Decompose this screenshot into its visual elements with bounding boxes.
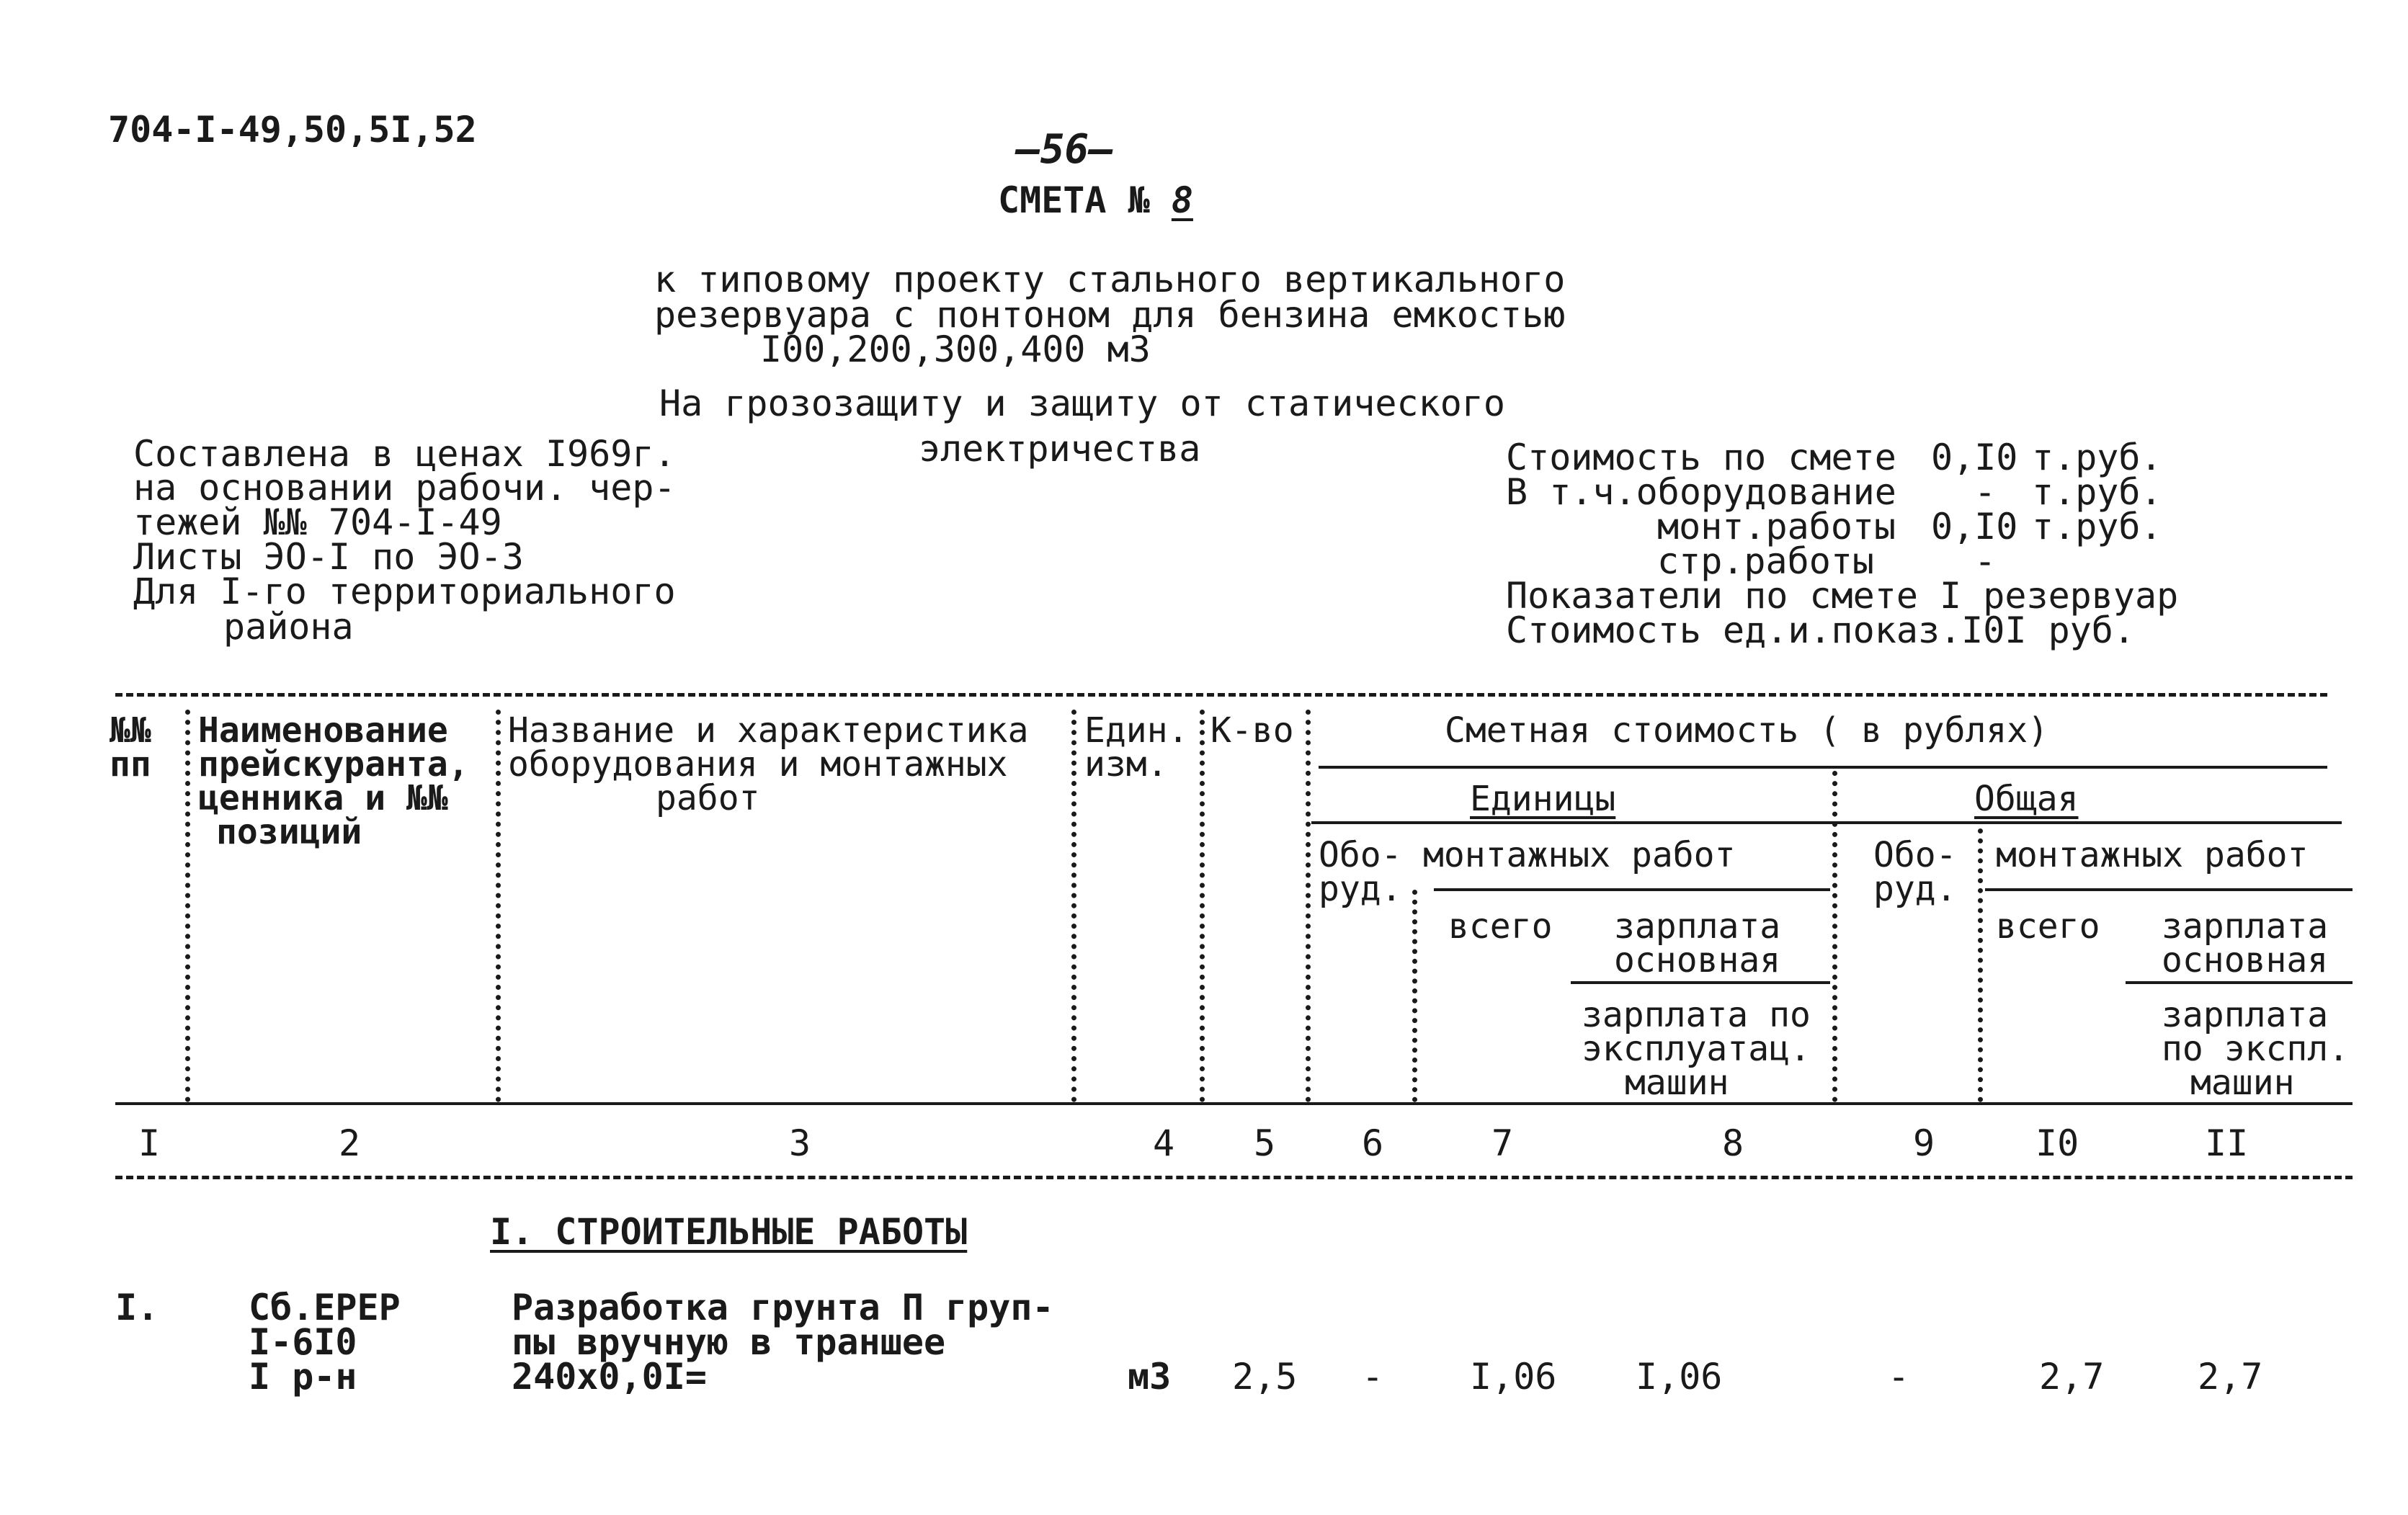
- row-price-ref: I р-н: [249, 1356, 357, 1398]
- col-separator: [1306, 710, 1311, 1102]
- row-mont-total-salary: 2,7: [2198, 1356, 2263, 1398]
- mont-total-rule: [1985, 888, 2353, 891]
- indicators: Показатели по смете I резервуар: [1506, 575, 2179, 617]
- header-col1-line: №№: [110, 710, 151, 751]
- row-qty: 2,5: [1232, 1356, 1298, 1398]
- col-separator: [1832, 771, 1837, 1102]
- page-number: —56—: [1016, 126, 1113, 173]
- subtitle-line-1: к типовому проекту стального вертикального: [654, 259, 1566, 300]
- col-separator: [1978, 828, 1983, 1102]
- column-number: I: [138, 1122, 161, 1164]
- sub-group-rule: [1311, 821, 2342, 824]
- subtitle-line-2: резервуара с понтоном для бензина емкостью: [654, 294, 1566, 336]
- header-col3-line: Название и характеристика: [508, 710, 1029, 751]
- header-all-unit: всего: [1448, 906, 1553, 947]
- salary-unit-rule: [1571, 981, 1830, 984]
- estimate-title: СМЕТА № 8: [998, 182, 1236, 218]
- header-col4-line: изм.: [1084, 744, 1168, 785]
- left-info-line: Листы ЭО-I по ЭО-3: [133, 536, 524, 578]
- header-col4-line: Един.: [1084, 710, 1189, 751]
- header-salary-machines-unit: эксплуатац.: [1582, 1029, 1811, 1069]
- col-separator: [1200, 710, 1205, 1102]
- row-price-ref: Сб.ЕРЕР: [249, 1287, 401, 1328]
- subtitle-line-3: I00,200,300,400 м3: [760, 329, 1151, 370]
- purpose-line-2: электричества: [919, 428, 1201, 470]
- row-name: Разработка грунта П груп-: [512, 1287, 1054, 1328]
- salary-total-rule: [2126, 981, 2353, 984]
- equip-unit: т.руб.: [2032, 471, 2162, 513]
- column-number: 8: [1722, 1122, 1744, 1164]
- column-number: 4: [1153, 1122, 1175, 1164]
- column-number: 2: [339, 1122, 361, 1164]
- row-mont-unit-salary: I,06: [1636, 1356, 1723, 1398]
- equip-value: -: [1974, 471, 1997, 513]
- row-number: I.: [115, 1287, 159, 1328]
- str-value: -: [1974, 540, 1997, 582]
- header-equip-total: Обо-: [1873, 835, 1957, 875]
- header-col2-line: позиций: [216, 812, 362, 852]
- header-salary-unit: основная: [1614, 940, 1781, 980]
- header-group-cost: Сметная стоимость ( в рублях): [1445, 710, 2049, 751]
- header-group-total: Общая: [1974, 779, 2079, 819]
- unit-cost: Стоимость ед.и.показ.I0I руб.: [1506, 609, 2135, 651]
- row-mont-unit-all: I,06: [1470, 1356, 1557, 1398]
- left-info-line: района: [223, 606, 354, 648]
- header-salary-machines-total: по экспл.: [2162, 1029, 2350, 1069]
- row-name: 240х0,0I=: [512, 1356, 707, 1398]
- table-top-rule: [115, 693, 2327, 697]
- equip-label: В т.ч.оборудование: [1506, 471, 1896, 513]
- col-separator: [1412, 890, 1417, 1102]
- cost-unit: т.руб.: [2032, 437, 2162, 478]
- row-name: пы вручную в траншее: [512, 1321, 946, 1363]
- header-bottom-rule: [115, 1102, 2353, 1105]
- row-mont-total-all: 2,7: [2039, 1356, 2105, 1398]
- estimate-number: 8: [1171, 179, 1193, 221]
- header-salary-total: зарплата: [2162, 906, 2329, 947]
- left-info-line: тежей №№ 704-I-49: [133, 501, 502, 543]
- column-number: 3: [789, 1122, 811, 1164]
- header-salary-machines-total: зарплата: [2162, 995, 2329, 1035]
- header-mont-unit: монтажных работ: [1423, 835, 1736, 875]
- cost-value: 0,I0: [1931, 437, 2018, 478]
- cost-label: Стоимость по смете: [1506, 437, 1896, 478]
- header-col2-line: прейскуранта,: [198, 744, 469, 785]
- header-equip-total: руд.: [1873, 869, 1957, 909]
- column-number: II: [2205, 1122, 2249, 1164]
- row-equip-total: -: [1888, 1356, 1910, 1398]
- numbers-bottom-rule: [115, 1176, 2353, 1179]
- mont-unit-rule: [1434, 888, 1830, 891]
- col-separator: [1071, 710, 1076, 1102]
- col-separator: [185, 710, 190, 1102]
- header-salary-unit: зарплата: [1614, 906, 1781, 947]
- header-salary-machines-unit: машин: [1625, 1063, 1729, 1103]
- header-all-total: всего: [1996, 906, 2100, 947]
- header-salary-machines-total: машин: [2190, 1063, 2295, 1103]
- left-info-line: Для I-го территориального: [133, 571, 676, 612]
- left-info-line: Составлена в ценах I969г.: [133, 433, 676, 475]
- column-number: 7: [1491, 1122, 1514, 1164]
- header-col2-line: ценника и №№: [198, 778, 448, 818]
- header-group-unit: Единицы: [1470, 779, 1616, 819]
- column-number: 9: [1913, 1122, 1935, 1164]
- header-col5: К-во: [1210, 710, 1294, 751]
- mont-label: монт.работы: [1657, 506, 1896, 548]
- document-code: 704-I-49,50,5I,52: [108, 109, 477, 151]
- group-rule: [1319, 766, 2327, 769]
- row-unit: м3: [1128, 1356, 1172, 1398]
- row-equip-unit: -: [1362, 1356, 1384, 1398]
- purpose-line-1: На грозозащиту и защиту от статического: [659, 383, 1505, 424]
- column-number: 5: [1254, 1122, 1276, 1164]
- header-col3-line: оборудования и монтажных: [508, 744, 1008, 785]
- header-salary-total: основная: [2162, 940, 2329, 980]
- mont-value: 0,I0: [1931, 506, 2018, 548]
- mont-unit: т.руб.: [2032, 506, 2162, 548]
- str-label: стр.работы: [1657, 540, 1875, 582]
- column-number: 6: [1362, 1122, 1384, 1164]
- col-separator: [496, 710, 501, 1102]
- header-col2-line: Наименование: [198, 710, 448, 751]
- header-salary-machines-unit: зарплата по: [1582, 995, 1811, 1035]
- header-equip-unit: руд.: [1319, 869, 1402, 909]
- header-col1-line: пп: [110, 744, 151, 785]
- header-col3-line: работ: [656, 778, 760, 818]
- header-equip-unit: Обо-: [1319, 835, 1402, 875]
- section-title: I. СТРОИТЕЛЬНЫЕ РАБОТЫ: [490, 1211, 968, 1253]
- header-mont-total: монтажных работ: [1996, 835, 2309, 875]
- column-number: I0: [2035, 1122, 2079, 1164]
- row-price-ref: I-6I0: [249, 1321, 357, 1363]
- left-info-line: на основании рабочи. чер-: [133, 467, 676, 509]
